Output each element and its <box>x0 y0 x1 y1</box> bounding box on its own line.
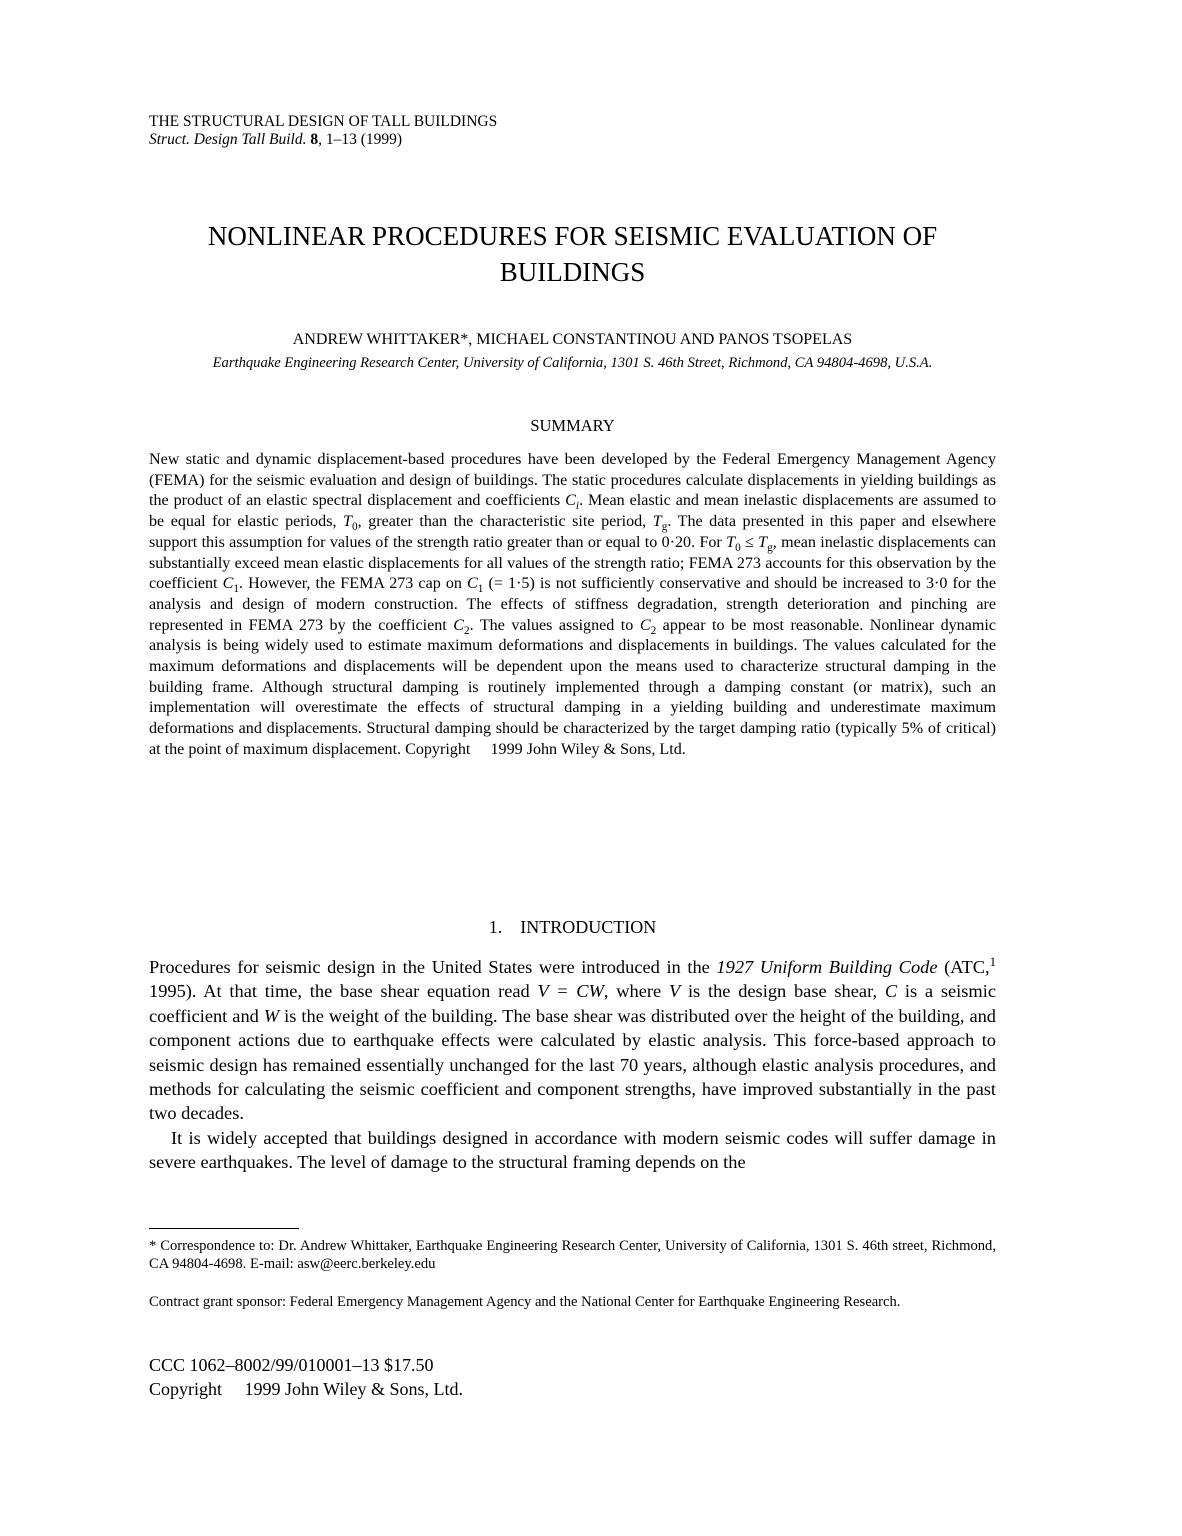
footnote-divider <box>149 1228 299 1229</box>
page-footer <box>149 1353 463 1401</box>
footnote-correspondence: * Correspondence to: Dr. Andrew Whittaker, Earthquake Engineering Research Center, University of California, 1301 S. 46th street, Richmond, CA 94804-4698. E-mail: asw@eerc.berkeley.edu <box>149 1238 996 1273</box>
journal-pages-year: , 1–13 (1999) <box>318 131 403 148</box>
journal-citation <box>149 131 497 149</box>
section-number: 1. <box>488 917 503 937</box>
footer-copyright: Copyright 1999 John Wiley & Sons, Ltd. <box>149 1379 463 1399</box>
abstract-text: New static and dynamic displacement-based procedures have been developed by the Federal Emergency Management Agency (FEMA) for the seismic evaluation and design of buildings. The static procedures calculate displacements in yielding buildings as the product of an elastic spectral displacement and coefficients $C_i$. Mean elastic and mean inelastic displacements are assumed to be equal for elastic periods, $T_0$, greater than the characteristic site period, $T_g$. The data presented in this paper and elsewhere support this assumption for values of the strength ratio greater than or equal to 0·20. For $T_0 \le T_g$, mean inelastic displacements can substantially exceed mean elastic displacements for all values of the strength ratio; FEMA 273 accounts for this observation by the coefficient $C_1$. However, the FEMA 273 cap on $C_1$ (= 1·5) is not sufficiently conservative and should be increased to 3·0 for the analysis and design of modern construction. The effects of stiffness degradation, strength deterioration and pinching are represented in FEMA 273 by the coefficient $C_2$. The values assigned to $C_2$ appear to be most reasonable. Nonlinear dynamic analysis is being widely used to estimate maximum deformations and displacements in buildings. The values calculated for the maximum deformations and displacements will be dependent upon the means used to characterize structural damping in the building frame. Although structural damping is routinely implemented through a damping constant (or matrix), such an implementation will overestimate the effects of structural damping in a yielding building and underestimate maximum deformations and displacements. Structural damping should be characterized by the target damping ratio (typically 5% of critical) at the point of maximum displacement. Copyright 1999 John Wiley & Sons, Ltd. <box>149 451 997 758</box>
section-title: INTRODUCTION <box>520 917 657 937</box>
journal-abbrev: Struct. Design Tall Build. <box>149 131 307 148</box>
introduction-body <box>149 955 996 1175</box>
paper-title: NONLINEAR PROCEDURES FOR SEISMIC EVALUATION OF BUILDINGS <box>207 221 938 287</box>
intro-paragraph-1: Procedures for seismic design in the United States were introduced in the 1927 Uniform Building Code (ATC,$^1$ 1995). At that time, the base shear equation read V = CW, where V is the design base shear, C is a seismic coefficient and W is the weight of the building. The base shear was distributed over the height of the building, and component actions due to earthquake effects were calculated by elastic analysis. This force-based approach to seismic design has remained essentially unchanged for the last 70 years, although elastic analysis procedures, and methods for calculating the seismic coefficient and component strengths, have improved substantially in the past two decades. <box>149 954 996 1124</box>
section-heading-introduction <box>149 917 996 938</box>
author-list: ANDREW WHITTAKER*, MICHAEL CONSTANTINOU AND PANOS TSOPELAS <box>292 331 853 348</box>
footnote-grant: Contract grant sponsor: Federal Emergency Management Agency and the National Center for Earthquake Engineering Research. <box>149 1294 901 1310</box>
summary-heading: SUMMARY <box>530 416 615 435</box>
ccc-code: CCC 1062–8002/99/010001–13 $17.50 <box>149 1355 434 1375</box>
intro-paragraph-2: It is widely accepted that buildings designed in accordance with modern seismic codes will suffer damage in severe earthquakes. The level of damage to the structural framing depends on the <box>149 1127 996 1173</box>
reference-marker[interactable]: 1 <box>989 954 996 969</box>
journal-name: THE STRUCTURAL DESIGN OF TALL BUILDINGS <box>149 113 498 130</box>
journal-header <box>149 113 497 149</box>
author-affiliation: Earthquake Engineering Research Center, University of California, 1301 S. 46th Street, Richmond, CA 94804-4698, U.S.A. <box>212 355 933 371</box>
journal-volume: 8 <box>310 131 319 148</box>
